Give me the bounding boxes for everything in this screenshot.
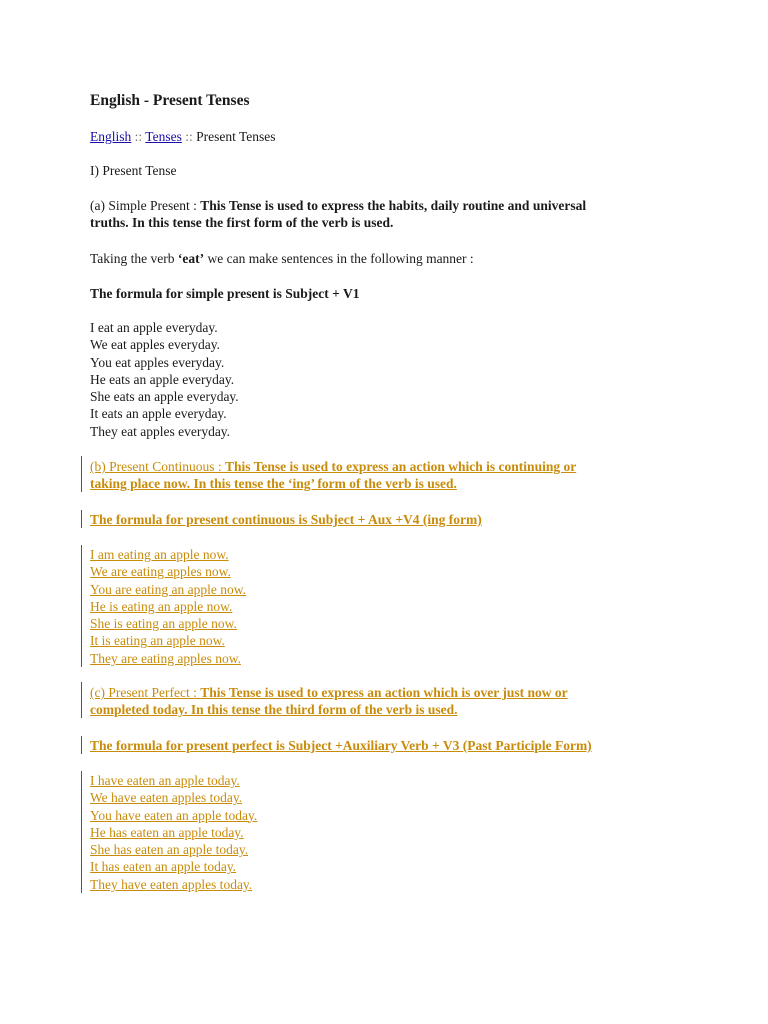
simple-present-examples [90,319,670,440]
continuous-definition [90,458,670,493]
perfect-examples [90,772,670,893]
list-item: He has eaten an apple today. [90,824,244,840]
continuous-intro: (b) Present Continuous : [90,459,225,474]
list-item: I eat an apple everyday. [90,320,218,335]
simple-present-formula: The formula for simple present is Subject + V1 [90,286,360,301]
perfect-intro: (c) Present Perfect : [90,685,201,700]
taking-verb-word: ‘eat’ [177,251,205,266]
change-bar [81,456,82,492]
list-item: They eat apples everyday. [90,423,231,439]
list-item: She is eating an apple now. [90,616,237,632]
breadcrumb [90,128,670,145]
perfect-definition [90,684,670,719]
simple-present-definition [90,197,670,232]
list-item: I am eating an apple now. [90,547,229,562]
continuous-def-line2: taking place now. In this tense the ‘ing’ form of the verb is used. [90,476,457,492]
list-item: It has eaten an apple today. [90,859,237,875]
continuous-examples [90,546,670,667]
page-title: English - Present Tenses [90,92,250,109]
breadcrumb-separator: :: [181,129,197,144]
continuous-formula: The formula for present continuous is Subject + Aux +V4 (ing form) [90,512,482,527]
change-bar [81,682,82,718]
breadcrumb-link-tenses[interactable]: Tenses [145,129,182,144]
list-item: You eat apples everyday. [90,354,225,370]
list-item: We are eating apples now. [90,564,231,580]
list-item: It eats an apple everyday. [90,406,227,422]
taking-verb-line [90,250,670,267]
perfect-def-line1: This Tense is used to express an action which is over just now or [200,685,568,700]
breadcrumb-separator: :: [131,129,146,144]
change-bar [81,736,82,754]
list-item: You are eating an apple now. [90,581,246,597]
change-bar [81,771,82,893]
continuous-def-line1: This Tense is used to express an action which is continuing or [225,459,577,474]
simple-present-def-line2: truths. In this tense the first form of the verb is used. [90,215,394,231]
list-item: She has eaten an apple today. [90,842,249,858]
change-bar [81,510,82,528]
breadcrumb-link-english[interactable]: English [90,129,132,144]
list-item: He is eating an apple now. [90,598,233,614]
list-item: They have eaten apples today. [90,876,253,892]
perfect-def-line2: completed today. In this tense the third form of the verb is used. [90,702,458,718]
taking-verb-pre: Taking the verb [90,251,178,266]
perfect-formula: The formula for present perfect is Subject +Auxiliary Verb + V3 (Past Participle Form) [90,738,592,753]
change-bar [81,545,82,667]
list-item: I have eaten an apple today. [90,773,240,788]
list-item: She eats an apple everyday. [90,389,239,405]
simple-present-intro: (a) Simple Present : [90,198,201,213]
taking-verb-post: we can make sentences in the following manner : [204,251,474,266]
list-item: We have eaten apples today. [90,790,243,806]
list-item: We eat apples everyday. [90,337,220,353]
simple-present-def-line1: This Tense is used to express the habits, daily routine and universal [200,198,587,213]
breadcrumb-current: Present Tenses [196,129,276,144]
list-item: They are eating apples now. [90,650,241,666]
list-item: He eats an apple everyday. [90,371,235,387]
section-heading: I) Present Tense [90,163,177,178]
list-item: You have eaten an apple today. [90,807,258,823]
list-item: It is eating an apple now. [90,633,225,649]
